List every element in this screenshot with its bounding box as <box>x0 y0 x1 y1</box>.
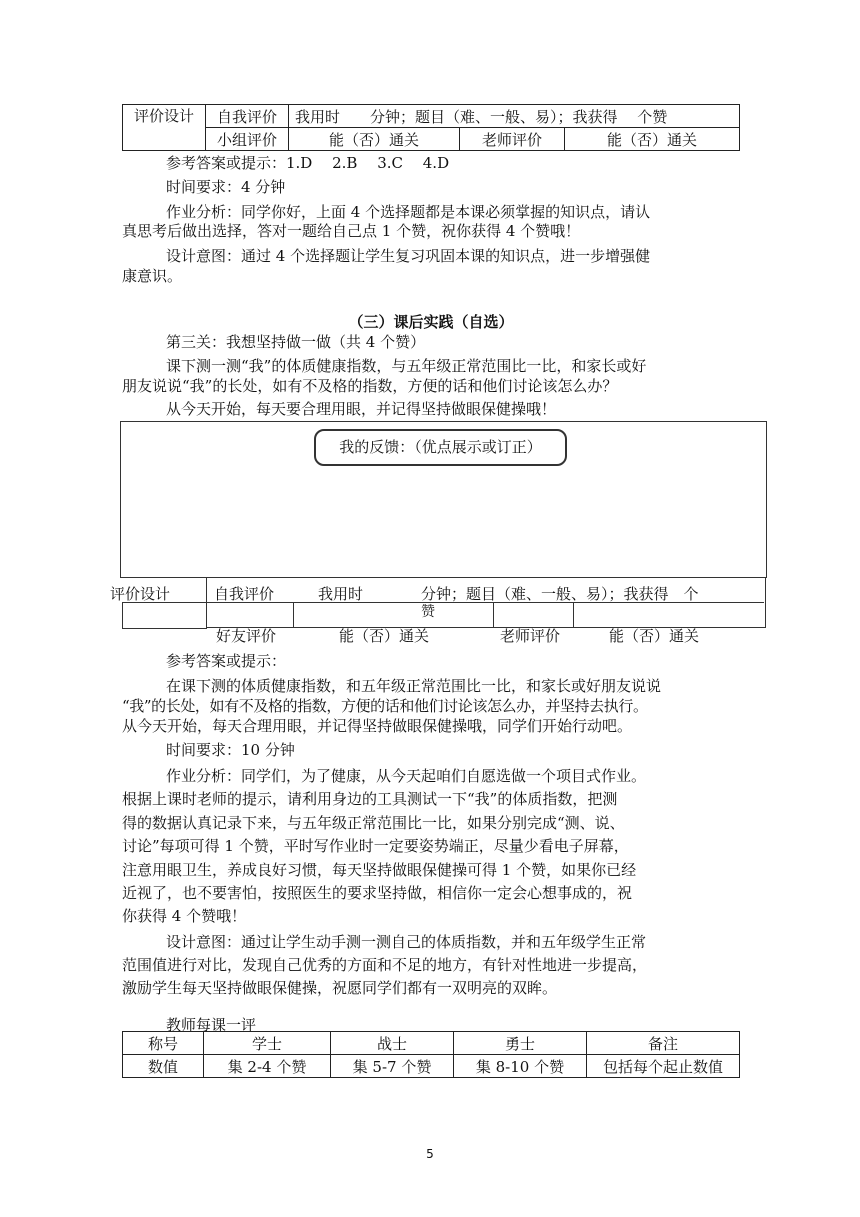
group-eval-value: 能（否）通关 <box>289 128 460 151</box>
design-line: 激励学生每天坚持做眼保健操，祝愿同学们都有一双明亮的双眸。 <box>122 979 558 997</box>
table-header: 勇士 <box>454 1032 587 1055</box>
analysis-line: 讨论”每项可得 1 个赞，平时写作业时一定要姿势端正，尽量少看电子屏幕， <box>122 837 629 855</box>
eval-label: 评价设计 <box>110 585 171 603</box>
table-cell: 数值 <box>123 1055 204 1078</box>
design-line: 设计意图：通过 4 个选择题让学生复习巩固本课的知识点，进一步增强健 <box>166 247 651 265</box>
friend-eval-value: 能（否）通关 <box>339 627 430 645</box>
analysis-line: 得的数据认真记录下来，与五年级正常范围比一比，如果分别完成“测、说、 <box>122 814 625 832</box>
time-requirement: 时间要求：4 分钟 <box>166 178 286 196</box>
task-line: 课下测一测“我”的体质健康指数，与五年级正常范围比一比，和家长或好 <box>166 357 647 375</box>
analysis-line: 根据上课时老师的提示，请利用身边的工具测试一下“我”的体质指数，把测 <box>122 790 618 808</box>
table-header: 称号 <box>123 1032 204 1055</box>
teacher-eval-label: 老师评价 <box>460 128 565 151</box>
self-eval-label: 自我评价 <box>206 105 289 128</box>
self-eval-label: 自我评价 <box>214 585 275 603</box>
task-line: 从今天开始，每天要合理用眼，并记得坚持做眼保健操哦！ <box>166 400 557 418</box>
teacher-eval-title: 教师每课一评 <box>166 1016 257 1034</box>
eval-table-1 <box>122 104 740 151</box>
self-eval-time: 我用时 <box>318 585 364 603</box>
eval-label: 评价设计 <box>123 105 206 151</box>
time-requirement: 时间要求：10 分钟 <box>166 741 295 759</box>
section-heading: （三）课后实践（自选） <box>348 313 514 331</box>
answer-label: 参考答案或提示： <box>166 652 287 670</box>
answer-line: 从今天开始，每天合理用眼，并记得坚持做眼保健操哦，同学们开始行动吧。 <box>122 717 633 735</box>
teacher-eval-label: 老师评价 <box>500 627 561 645</box>
analysis-line: 近视了，也不要害怕，按照医生的要求坚持做，相信你一定会心想事成的，祝 <box>122 884 633 902</box>
self-eval-zan: 赞 <box>421 604 435 620</box>
analysis-line: 作业分析：同学你好，上面 4 个选择题都是本课必须掌握的知识点，请认 <box>166 203 651 221</box>
page-number: 5 <box>426 1147 434 1161</box>
teacher-eval-value: 能（否）通关 <box>609 627 700 645</box>
group-eval-label: 小组评价 <box>206 128 289 151</box>
level-title: 第三关：我想坚持做一做（共 4 个赞） <box>166 333 426 351</box>
analysis-line: 你获得 4 个赞哦！ <box>122 907 247 925</box>
table-row <box>123 1055 740 1078</box>
design-line: 设计意图：通过让学生动手测一测自己的体质指数，并和五年级学生正常 <box>166 933 647 951</box>
analysis-line: 作业分析：同学们，为了健康，从今天起咱们自愿选做一个项目式作业。 <box>166 767 647 785</box>
self-eval-text: 我用时 分钟；题目（难、一般、易）；我获得 个赞 <box>289 105 740 128</box>
table-cell: 集 2-4 个赞 <box>204 1055 331 1078</box>
teacher-eval-table <box>122 1031 740 1078</box>
feedback-bubble: 我的反馈：（优点展示或订正） <box>314 429 567 466</box>
answer-line: “我”的长处，如有不及格的指数，方便的话和他们讨论该怎么办，并坚持去执行。 <box>122 697 648 715</box>
analysis-line: 注意用眼卫生，养成良好习惯，每天坚持做眼保健操可得 1 个赞，如果你已经 <box>122 861 637 879</box>
design-line: 范围值进行对比，发现自己优秀的方面和不足的地方，有针对性地进一步提高， <box>122 956 648 974</box>
table-header: 学士 <box>204 1032 331 1055</box>
table-header: 战士 <box>331 1032 454 1055</box>
friend-eval-label: 好友评价 <box>216 627 277 645</box>
design-line: 康意识。 <box>122 267 183 285</box>
table-cell: 集 8-10 个赞 <box>454 1055 587 1078</box>
analysis-line: 真思考后做出选择，答对一题给自己点 1 个赞，祝你获得 4 个赞哦！ <box>122 222 581 240</box>
teacher-eval-value: 能（否）通关 <box>565 128 740 151</box>
self-eval-text: 分钟；题目（难、一般、易）；我获得 个 <box>421 585 699 603</box>
table-cell: 包括每个起止数值 <box>587 1055 740 1078</box>
task-line: 朋友说说“我”的长处，如有不及格的指数，方便的话和他们讨论该怎么办？ <box>122 377 618 395</box>
answer-line: 在课下测的体质健康指数，和五年级正常范围比一比，和家长或好朋友说说 <box>166 677 662 695</box>
table-header: 备注 <box>587 1032 740 1055</box>
answer-hint: 参考答案或提示：1.D 2.B 3.C 4.D <box>166 154 450 172</box>
table-cell: 集 5-7 个赞 <box>331 1055 454 1078</box>
table-row <box>123 1032 740 1055</box>
